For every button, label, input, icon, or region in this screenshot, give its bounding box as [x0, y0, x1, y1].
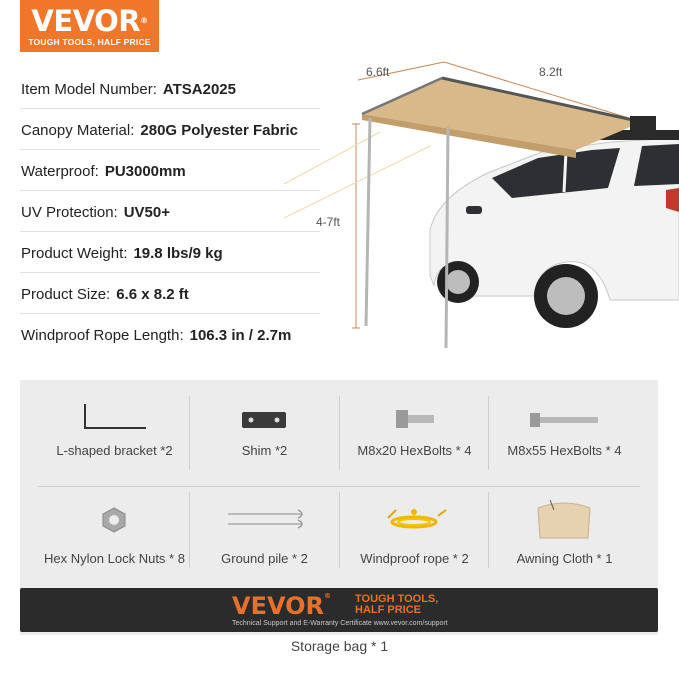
width-label: 8.2ft — [539, 65, 563, 79]
part-label: Windproof rope * 2 — [360, 551, 469, 566]
spec-value: 280G Polyester Fabric — [140, 122, 298, 139]
bag-tagline-line1: TOUGH TOOLS, — [355, 593, 439, 605]
bag-tagline-line2: HALF PRICE — [355, 604, 421, 616]
spec-label: Product Size: — [21, 286, 111, 303]
long-bolt-icon — [490, 380, 639, 440]
spec-value: PU3000mm — [104, 163, 186, 180]
package-contents-panel — [20, 380, 658, 635]
divider — [20, 313, 320, 314]
vevor-logo — [20, 0, 159, 52]
part-label: L-shaped bracket *2 — [56, 443, 173, 458]
spec-label: Waterproof: — [21, 163, 99, 180]
short-bolt-icon — [340, 380, 489, 440]
spec-value: ATSA2025 — [162, 81, 236, 98]
awning-product-illustration — [280, 60, 679, 360]
height-label: 4-7ft — [316, 215, 341, 229]
part-item — [190, 380, 339, 472]
spec-label: Canopy Material: — [21, 122, 135, 139]
rope-icon — [340, 488, 489, 548]
spec-value: 106.3 in / 2.7m — [189, 327, 292, 344]
suv-car — [430, 130, 679, 328]
part-item — [40, 488, 189, 580]
bag-brand: VEVOR — [232, 592, 325, 620]
divider — [20, 231, 320, 232]
bag-registered-mark: ® — [324, 592, 332, 600]
divider — [20, 108, 320, 109]
divider — [20, 149, 320, 150]
spec-label: Item Model Number: — [21, 81, 157, 98]
spec-value: UV50+ — [123, 204, 171, 221]
divider — [20, 272, 320, 273]
light-ray — [284, 132, 380, 184]
bag-tagline — [355, 594, 438, 616]
part-label: M8x55 HexBolts * 4 — [507, 443, 622, 458]
logo-tagline: TOUGH TOOLS, HALF PRICE — [28, 37, 151, 47]
part-label: Hex Nylon Lock Nuts * 8 — [44, 551, 185, 566]
divider — [20, 190, 320, 191]
logo-brand: VEVOR — [31, 4, 141, 38]
storage-bag-label: Storage bag * 1 — [290, 638, 389, 654]
support-pole — [366, 118, 370, 326]
spec-label: UV Protection: — [21, 204, 118, 221]
part-item — [490, 380, 639, 472]
logo-registered-mark: ® — [140, 16, 148, 25]
part-item — [340, 380, 489, 472]
part-item — [340, 488, 489, 580]
shim-icon — [190, 380, 339, 440]
depth-label: 6.6ft — [366, 65, 390, 79]
part-label: Ground pile * 2 — [221, 551, 308, 566]
part-label: M8x20 HexBolts * 4 — [357, 443, 472, 458]
part-item — [190, 488, 339, 580]
support-pole — [446, 126, 448, 348]
part-label: Shim *2 — [241, 443, 288, 458]
divider — [38, 486, 640, 487]
spec-label: Windproof Rope Length: — [21, 327, 184, 344]
spec-value: 19.8 lbs/9 kg — [133, 245, 223, 262]
storage-bag — [20, 588, 658, 632]
part-item — [40, 380, 189, 472]
spec-value: 6.6 x 8.2 ft — [116, 286, 189, 303]
bag-subtext: Technical Support and E-Warranty Certificate www.vevor.com/support — [232, 620, 448, 627]
hex-nut-icon — [40, 488, 189, 548]
part-label: Awning Cloth * 1 — [516, 551, 613, 566]
ground-pile-icon — [190, 488, 339, 548]
light-ray — [284, 146, 430, 218]
spec-label: Product Weight: — [21, 245, 128, 262]
part-item — [490, 488, 639, 580]
awning-cloth-icon — [490, 488, 639, 548]
l-bracket-icon — [40, 380, 189, 440]
